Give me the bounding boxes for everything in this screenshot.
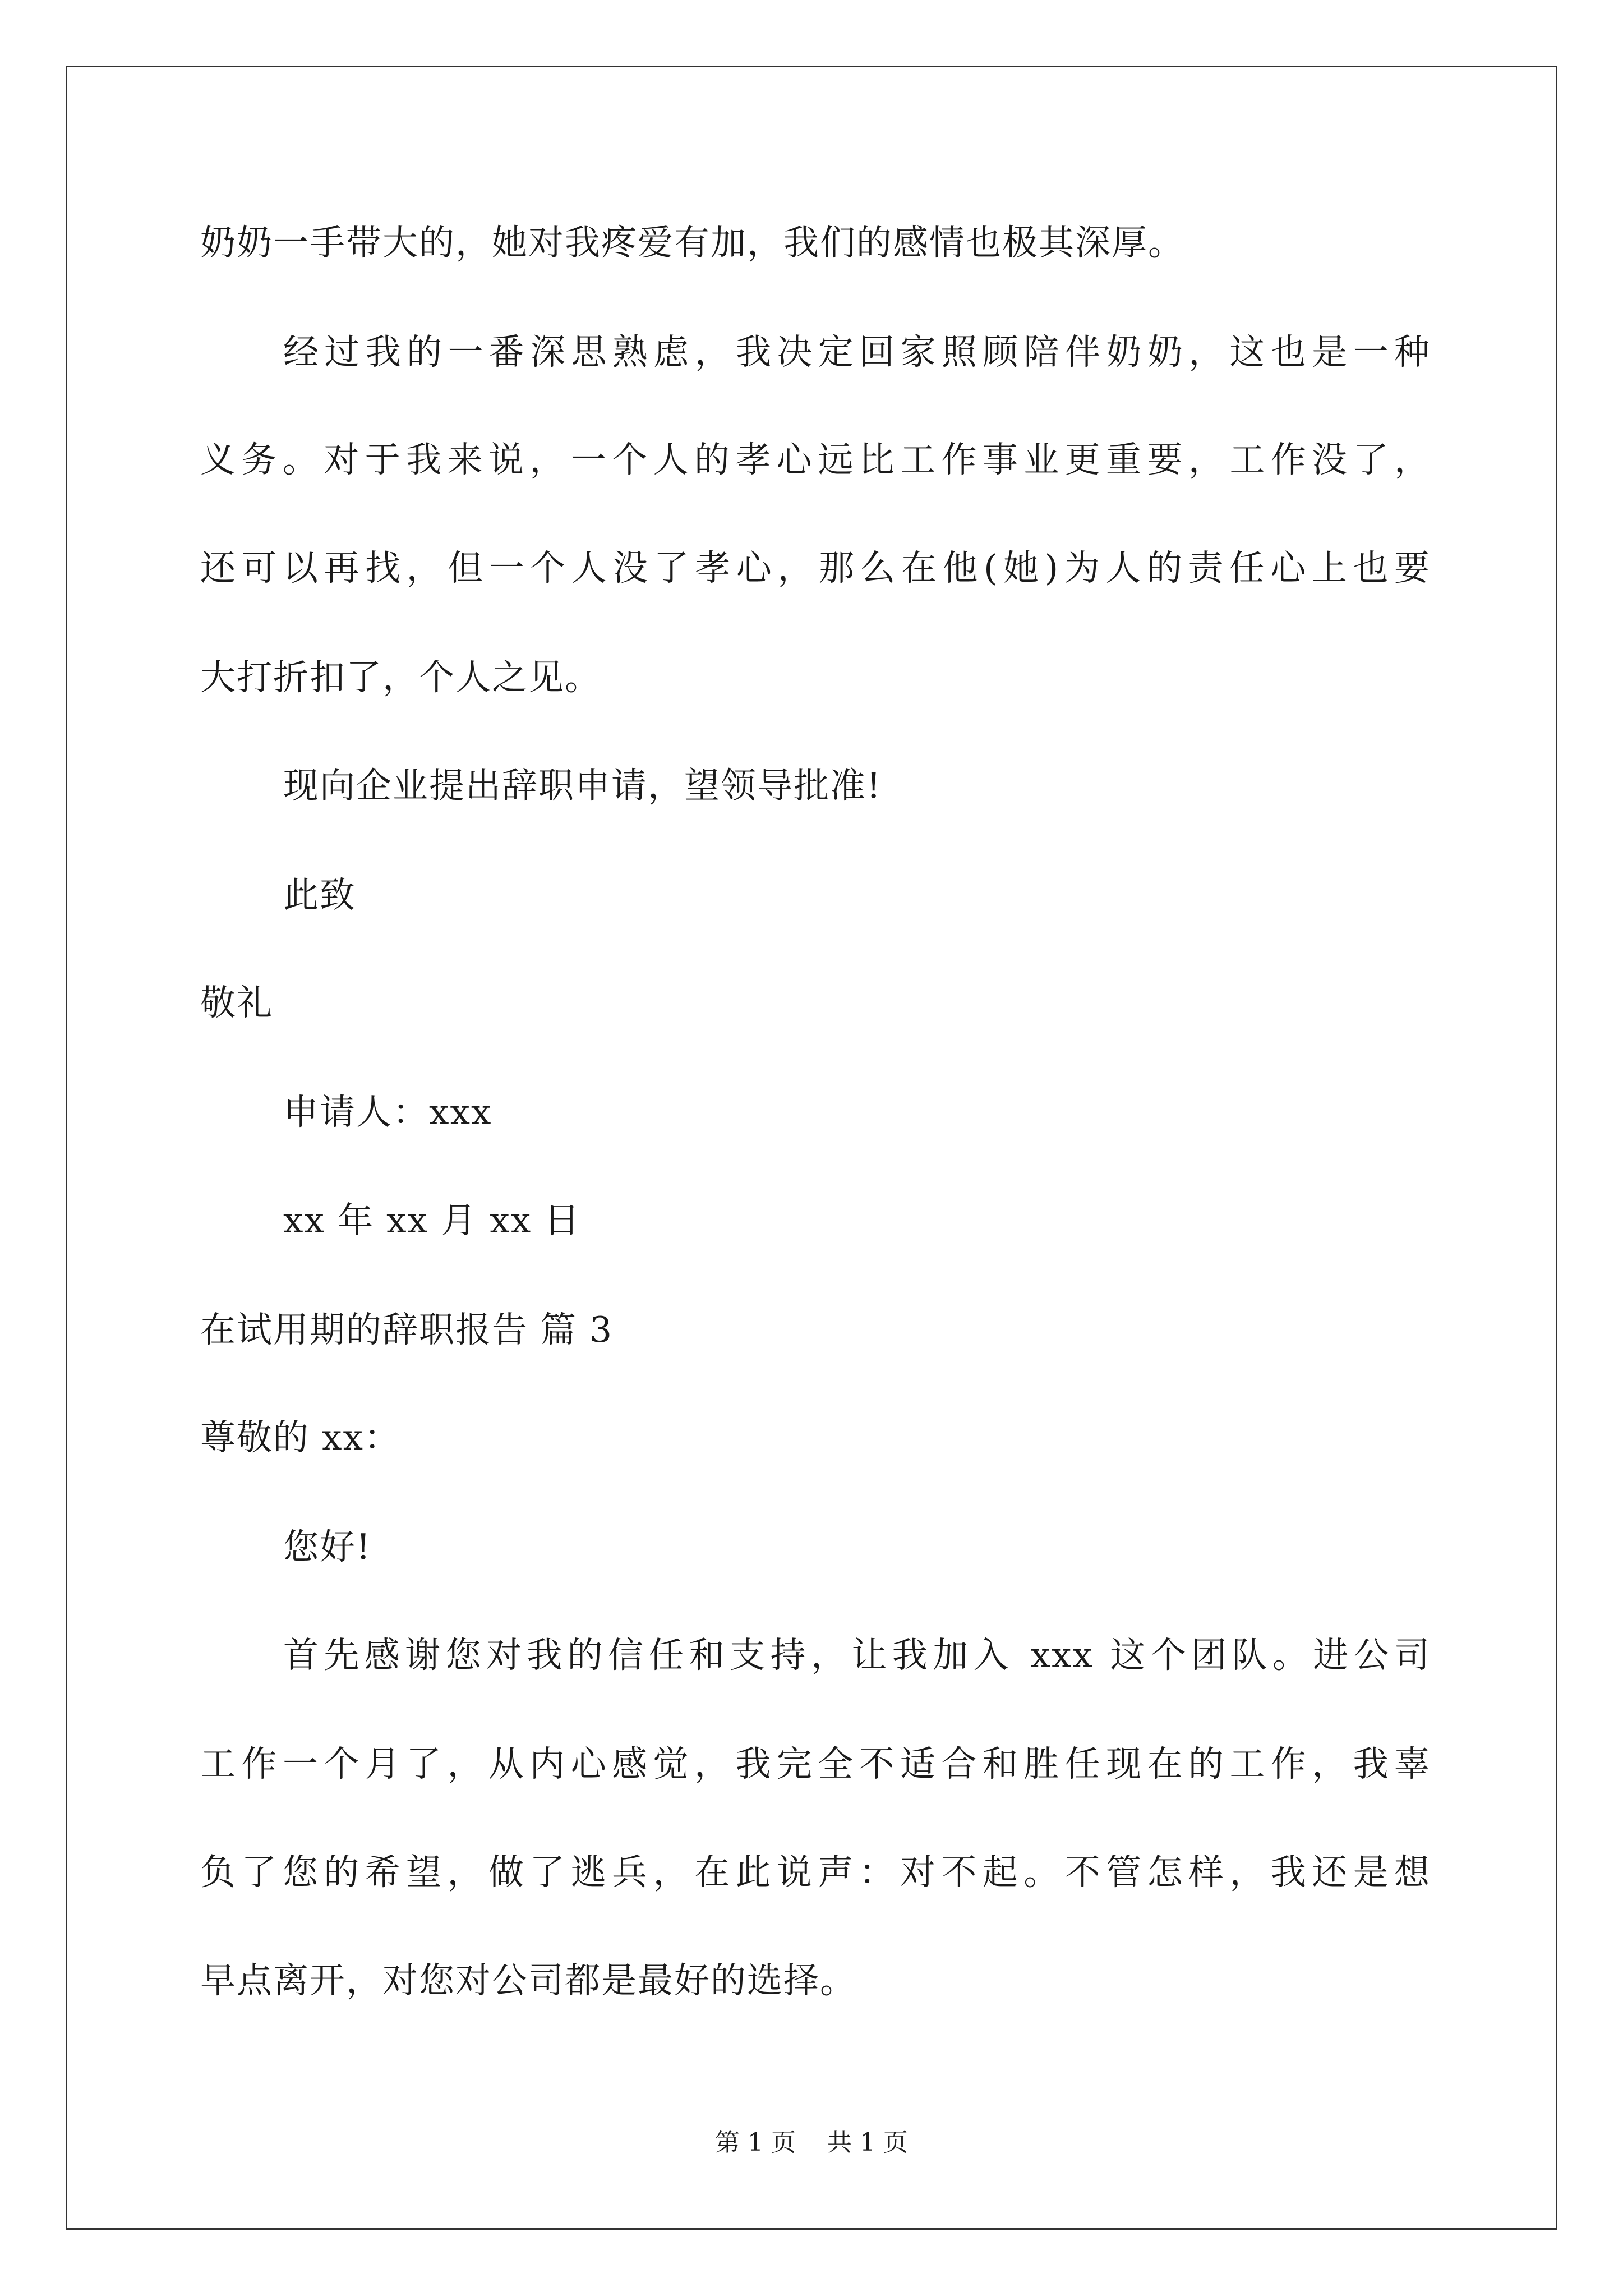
paragraph-line: 首先感谢您对我的信任和支持，让我加入 xxx 这个团队。进公司 (283, 1635, 1431, 1676)
applicant-signature: 申请人：xxx (283, 1092, 492, 1133)
paragraph-line: 还可以再找，但一个人没了孝心，那么在他(她)为人的责任心上也要 (200, 547, 1431, 588)
paragraph-line: 经过我的一番深思熟虑，我决定回家照顾陪伴奶奶，这也是一种 (283, 332, 1431, 372)
page-footer: 第 1 页 共 1 页 (715, 2128, 908, 2157)
paragraph-line: 负了您的希望，做了逃兵，在此说声：对不起。不管怎样，我还是想 (200, 1852, 1431, 1893)
paragraph-line: 奶奶一手带大的，她对我疼爱有加，我们的感情也极其深厚。 (200, 222, 1184, 263)
closing-regards: 敬礼 (200, 982, 273, 1023)
letter-opening: 您好! (283, 1526, 372, 1567)
letter-greeting: 尊敬的 xx： (200, 1417, 401, 1458)
paragraph-line: 义务。对于我来说，一个人的孝心远比工作事业更重要，工作没了， (200, 439, 1431, 480)
closing-salutation: 此致 (283, 875, 356, 915)
paragraph-line: 工作一个月了，从内心感觉，我完全不适合和胜任现在的工作，我辜 (200, 1743, 1431, 1784)
paragraph-line: 大打折扣了，个人之见。 (200, 657, 601, 698)
paragraph-line: 现向企业提出辞职申请，望领导批准! (283, 765, 882, 806)
page-frame (66, 66, 1557, 2230)
signature-date: xx 年 xx 月 xx 日 (283, 1200, 581, 1241)
paragraph-line: 早点离开，对您对公司都是最好的选择。 (200, 1960, 856, 2001)
section-heading: 在试用期的辞职报告 篇 3 (200, 1309, 614, 1350)
